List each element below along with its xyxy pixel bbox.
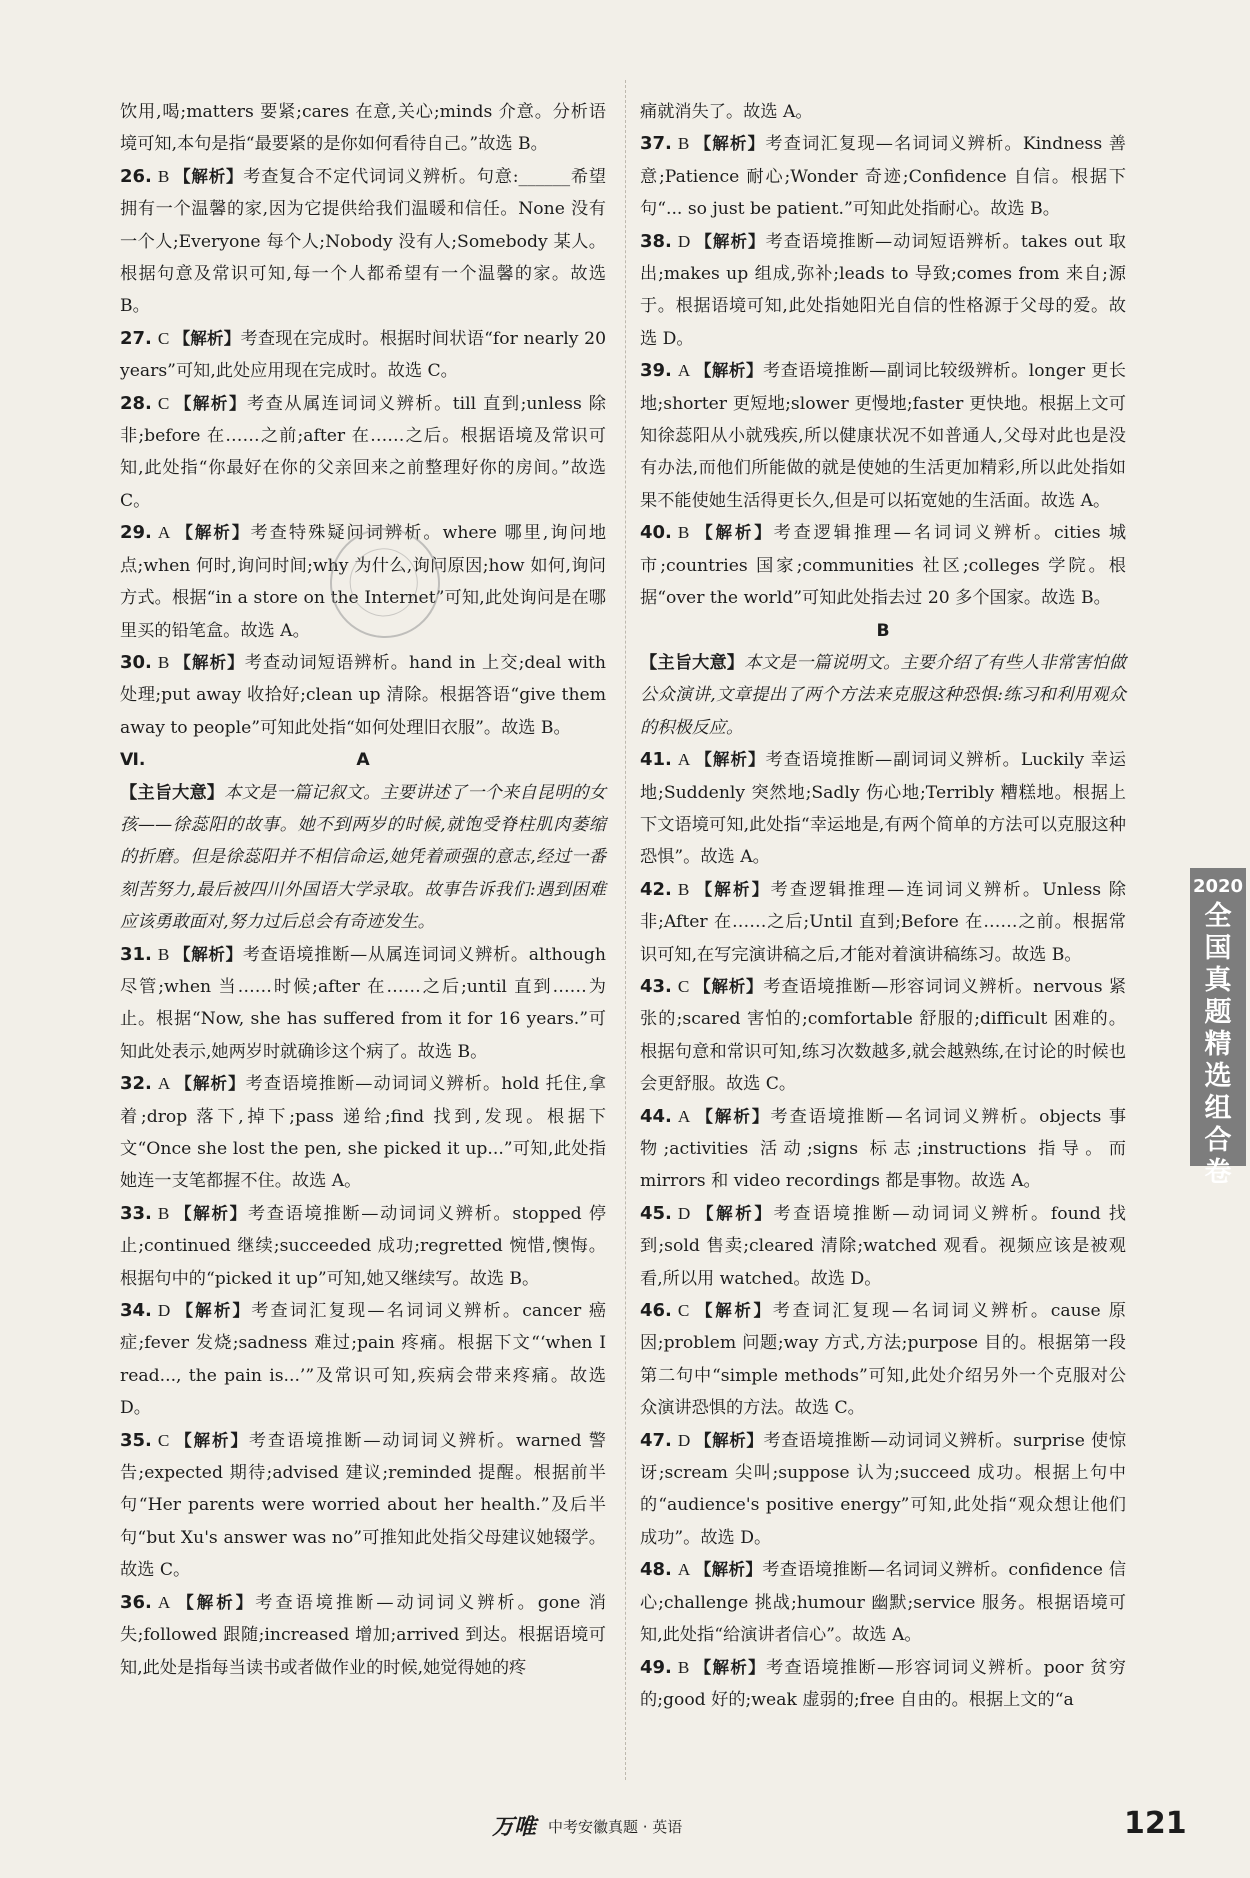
analysis-tag: 【解析】 (173, 1203, 248, 1223)
answer-letter: D (157, 1301, 171, 1321)
analysis-tag: 【解析】 (173, 652, 245, 672)
answer-letter: A (677, 361, 691, 381)
question-number: 33. (120, 1202, 152, 1224)
question-number: 46. (640, 1300, 672, 1322)
explanation-text: 考查语境推断—名词词义辨析。confidence 信心;challenge 挑战;humour 幽默;service 服务。根据语境可知,此处指“给演讲者信心”。故选 A。 (640, 1560, 1127, 1646)
question-number: 28. (120, 392, 152, 414)
analysis-tag: 【解析】 (174, 1592, 256, 1612)
answer-letter: B (677, 879, 690, 899)
analysis-tag: 【解析】 (693, 976, 764, 996)
question-number: 27. (120, 327, 152, 349)
section-heading (120, 744, 606, 776)
left-column (120, 96, 606, 1684)
question-number: 40. (640, 522, 672, 544)
side-tab-year: 2020 (1192, 876, 1244, 897)
analysis-tag: 【解析】 (694, 1203, 774, 1223)
answer-letter: B (157, 166, 170, 186)
book-title: 中考安徽真题 · 英语 (548, 1818, 683, 1836)
answer-item (640, 744, 1126, 874)
section-letter: A (356, 750, 370, 771)
answer-letter: B (677, 1657, 690, 1677)
analysis-tag: 【解析】 (173, 328, 241, 348)
question-number: 42. (640, 878, 672, 900)
analysis-tag: 【解析】 (694, 750, 766, 770)
explanation-text: 考查语境推断—动词词义辨析。gone 消失;followed 跟随;increased 增加;arrived 到达。根据语境可知,此处是指每当读书或者做作业的时候,她觉得她的疼 (120, 1592, 606, 1678)
explanation-text: 考查语境推断—动词词义辨析。surprise 使惊讶;scream 尖叫;suppose 认为;succeed 成功。根据上句中的“audience's positive energy”可知,此处指“观众想让他们成功”。故选 D。 (640, 1430, 1127, 1548)
page-number: 121 (1124, 1806, 1187, 1841)
answer-letter: C (677, 976, 690, 996)
answer-item (120, 1198, 606, 1295)
question-number: 47. (640, 1429, 672, 1451)
explanation-text: 考查语境推断—动词词义辨析。hold 托住,拿着;drop 落下,掉下;pass 递给;find 找到,发现。根据下文“Once she lost the pen, she picked it up...”可知,此处指她连一支笔都握不住。故选 A。 (120, 1074, 606, 1192)
question-number: 32. (120, 1073, 152, 1095)
answer-letter: A (157, 1074, 171, 1094)
analysis-tag: 【解析】 (693, 134, 766, 154)
answer-letter: A (677, 750, 691, 770)
passage-summary: 【主旨大意】本文是一篇记叙文。主要讲述了一个来自昆明的女孩——徐蕊阳的故事。她不到两岁的时候,就饱受脊柱肌肉萎缩的折磨。但是徐蕊阳并不相信命运,她凭着顽强的意志,经过一番刻苦努力,最后被四川外国语大学录取。故事告诉我们:遇到困难应该勇敢面对,努力过后总会有奇迹发生。 (120, 782, 606, 933)
answer-item (640, 971, 1126, 1101)
answer-letter: C (157, 1430, 170, 1450)
answer-item (120, 388, 606, 518)
continuation-text: 痛就消失了。故选 A。 (640, 102, 813, 122)
analysis-tag: 【解析】 (173, 1430, 249, 1450)
explanation-text: 考查语境推断—动词词义辨析。stopped 停止;continued 继续;succeeded 成功;regretted 惋惜,懊悔。根据句中的“picked it up”可知,她又继续写。故选 B。 (120, 1203, 607, 1289)
analysis-tag: 【解析】 (694, 361, 763, 381)
answer-item (640, 1554, 1126, 1651)
section-letter: B (876, 620, 890, 641)
explanation-text: 考查复合不定代词词义辨析。句意:______希望拥有一个温馨的家,因为它提供给我们温暖和信任。None 没有一个人;Everyone 每个人;Nobody 没有人;Somebody 某人。根据句意及常识可知,每一个人都希望有一个温馨的家。故选 B。 (120, 166, 607, 317)
answer-item (640, 1295, 1126, 1425)
right-column (640, 96, 1126, 1716)
question-number: 49. (640, 1656, 672, 1678)
explanation-text: 考查现在完成时。根据时间状语“for nearly 20 years”可知,此处应用现在完成时。故选 C。 (120, 328, 606, 382)
answer-item (640, 128, 1126, 225)
question-number: 44. (640, 1105, 672, 1127)
answer-item (640, 355, 1126, 517)
analysis-tag: 【解析】 (693, 523, 774, 543)
analysis-tag: 【解析】 (694, 231, 766, 251)
answer-item (120, 161, 606, 323)
analysis-tag: 【解析】 (174, 1301, 252, 1321)
answer-item (120, 1425, 606, 1587)
explanation-text: 考查语境推断—动词词义辨析。warned 警告;expected 期待;advised 建议;reminded 提醒。根据前半句“Her parents were worried about her health.”及后半句“but Xu's answer was no”可推知此处指父母建议她辍学。故选 C。 (120, 1430, 606, 1581)
side-tab-text: 全国真题精选组合卷 (1204, 901, 1232, 1188)
question-number: 43. (640, 975, 672, 997)
analysis-tag: 【解析】 (173, 944, 243, 964)
answer-letter: A (677, 1106, 691, 1126)
answer-letter: D (677, 1430, 691, 1450)
question-number: 48. (640, 1559, 672, 1581)
explanation-text: 考查词汇复现—名词词义辨析。cancer 癌症;fever 发烧;sadness 难过;pain 疼痛。根据下文“‘when I read..., the pain is...’”及常识可知,疾病会带来疼痛。故选 D。 (120, 1301, 607, 1419)
answer-letter: B (677, 523, 690, 543)
explanation-text: 考查语境推断—形容词词义辨析。nervous 紧张的;scared 害怕的;comfortable 舒服的;difficult 困难的。根据句意和常识可知,练习次数越多,就会越熟练,在讨论的时候也会更舒服。故选 C。 (640, 976, 1127, 1095)
answer-letter: A (677, 1560, 691, 1580)
explanation-text: 考查语境推断—从属连词词义辨析。although 尽管;when 当……时候;after 在……之后;until 直到……为止。根据“Now, she has suffered from it for 16 years.”可知此处表示,她两岁时就确诊这个病了。故选 B。 (120, 944, 606, 1062)
answer-item (640, 517, 1126, 614)
question-number: 35. (120, 1429, 152, 1451)
analysis-tag: 【解析】 (173, 393, 247, 413)
explanation-text: 考查语境推断—名词词义辨析。objects 事物;activities 活动;signs 标志;instructions 指导。而 mirrors 和 video recordings 都是事物。故选 A。 (640, 1106, 1127, 1192)
explanation-text: 考查从属连词词义辨析。till 直到;unless 除非;before 在……之前;after 在……之后。根据语境及常识可知,此处指“你最好在你的父亲回来之前整理好你的房间。”故选 C。 (120, 393, 606, 511)
answer-letter: A (157, 1592, 171, 1612)
question-number: 26. (120, 165, 152, 187)
explanation-text: 考查特殊疑问词辨析。where 哪里,询问地点;when 何时,询问时间;why 为什么,询问原因;how 如何,询问方式。根据“in a store on the Internet”可知,此处询问是在哪里买的铅笔盒。故选 A。 (120, 523, 607, 641)
answer-item (120, 647, 606, 744)
answer-letter: B (157, 652, 170, 672)
explanation-text: 考查词汇复现—名词词义辨析。Kindness 善意;Patience 耐心;Wonder 奇迹;Confidence 自信。根据下句“... so just be patient.”可知此处指耐心。故选 B。 (640, 134, 1126, 220)
analysis-tag: 【解析】 (694, 1106, 771, 1126)
answer-letter: C (157, 328, 170, 348)
question-number: 45. (640, 1202, 672, 1224)
answer-item (640, 1425, 1126, 1555)
passage-summary: 【主旨大意】本文是一篇说明文。主要介绍了有些人非常害怕做公众演讲,文章提出了两个方法来克服这种恐惧:练习和利用观众的积极反应。 (640, 652, 1126, 738)
explanation-text: 考查语境推断—动词短语辨析。takes out 取出;makes up 组成,弥补;leads to 导致;comes from 来自;源于。根据语境可知,此处指她阳光自信的性格源于父母的爱。故选 D。 (640, 231, 1126, 349)
question-number: 29. (120, 522, 152, 544)
explanation-text: 考查语境推断—形容词词义辨析。poor 贫穷的;good 好的;weak 虚弱的;free 自由的。根据上文的“a (640, 1657, 1126, 1710)
answer-item (120, 1295, 606, 1425)
analysis-tag: 【解析】 (694, 1430, 764, 1450)
answer-letter: D (677, 1203, 691, 1223)
explanation-text: 考查语境推断—动词词义辨析。found 找到;sold 售卖;cleared 清除;watched 观看。视频应该是被观看,所以用 watched。故选 D。 (640, 1203, 1126, 1289)
analysis-tag: 【解析】 (174, 523, 251, 543)
page-footer (0, 1806, 1250, 1846)
answer-item (640, 226, 1126, 356)
explanation-text: 考查语境推断—副词词义辨析。Luckily 幸运地;Suddenly 突然地;Sadly 伤心地;Terribly 糟糕地。根据上下文语境可知,此处指“幸运地是,有两个简单的方法可以克服这种恐惧”。故选 A。 (640, 750, 1126, 868)
answer-letter: D (677, 231, 691, 251)
question-number: 41. (640, 749, 672, 771)
analysis-tag: 【解析】 (174, 1074, 246, 1094)
continuation-text: 饮用,喝;matters 要紧;cares 在意,关心;minds 介意。分析语境可知,本句是指“最要紧的是你如何看待自己。”故选 B。 (120, 102, 606, 155)
answer-item (120, 1587, 606, 1684)
analysis-tag: 【解析】 (173, 166, 244, 186)
question-number: 37. (640, 133, 672, 155)
question-number: 30. (120, 651, 152, 673)
question-number: 38. (640, 230, 672, 252)
answer-letter: A (157, 523, 171, 543)
explanation-text: 考查逻辑推理—名词词义辨析。cities 城市;countries 国家;communities 社区;colleges 学院。根据“over the world”可知此处指去过 20 多个国家。故选 B。 (640, 523, 1127, 609)
answer-item (120, 323, 606, 388)
column-divider (625, 80, 626, 1780)
answer-letter: B (677, 134, 690, 154)
brand-logo: 万唯 (492, 1815, 537, 1840)
answer-item (640, 1198, 1126, 1295)
section-heading (640, 615, 1126, 647)
side-tab (1190, 868, 1246, 1188)
explanation-text: 考查语境推断—副词比较级辨析。longer 更长地;shorter 更短地;slower 更慢地;faster 更快地。根据上文可知徐蕊阳从小就残疾,所以健康状况不如普通人,父母对此也是没有办法,而他们所能做的就是使她的生活更加精彩,所以此处指如果不能使她生活得更长久,但是可以拓宽她的生活面。故选 A。 (640, 361, 1126, 511)
answer-item (640, 874, 1126, 971)
answer-item (640, 1652, 1126, 1717)
answer-letter: B (157, 1203, 170, 1223)
analysis-tag: 【解析】 (693, 1657, 766, 1677)
question-number: 36. (120, 1591, 152, 1613)
analysis-tag: 【解析】 (694, 1560, 763, 1580)
analysis-tag: 【解析】 (693, 879, 771, 899)
analysis-tag: 【解析】 (693, 1301, 773, 1321)
answer-item (640, 1101, 1126, 1198)
answer-letter: B (157, 944, 170, 964)
question-number: 31. (120, 943, 152, 965)
explanation-text: 考查词汇复现—名词词义辨析。cause 原因;problem 问题;way 方式,方法;purpose 目的。根据第一段第二句中“simple methods”可知,此处介绍另外一个克服对公众演讲恐惧的方法。故选 C。 (640, 1301, 1126, 1419)
answer-letter: C (157, 393, 170, 413)
answer-item (120, 939, 606, 1069)
explanation-text: 考查动词短语辨析。hand in 上交;deal with 处理;put away 收拾好;clean up 清除。根据答语“give them away to people”可知此处指“如何处理旧衣服”。故选 B。 (120, 652, 606, 738)
question-number: 34. (120, 1300, 152, 1322)
question-number: 39. (640, 360, 672, 382)
section-roman: Ⅵ. (120, 750, 146, 771)
answer-letter: C (677, 1301, 690, 1321)
explanation-text: 考查逻辑推理—连词词义辨析。Unless 除非;After 在……之后;Until 直到;Before 在……之前。根据常识可知,在写完演讲稿之后,才能对着演讲稿练习。故选 B。 (640, 879, 1126, 965)
answer-item (120, 1068, 606, 1198)
